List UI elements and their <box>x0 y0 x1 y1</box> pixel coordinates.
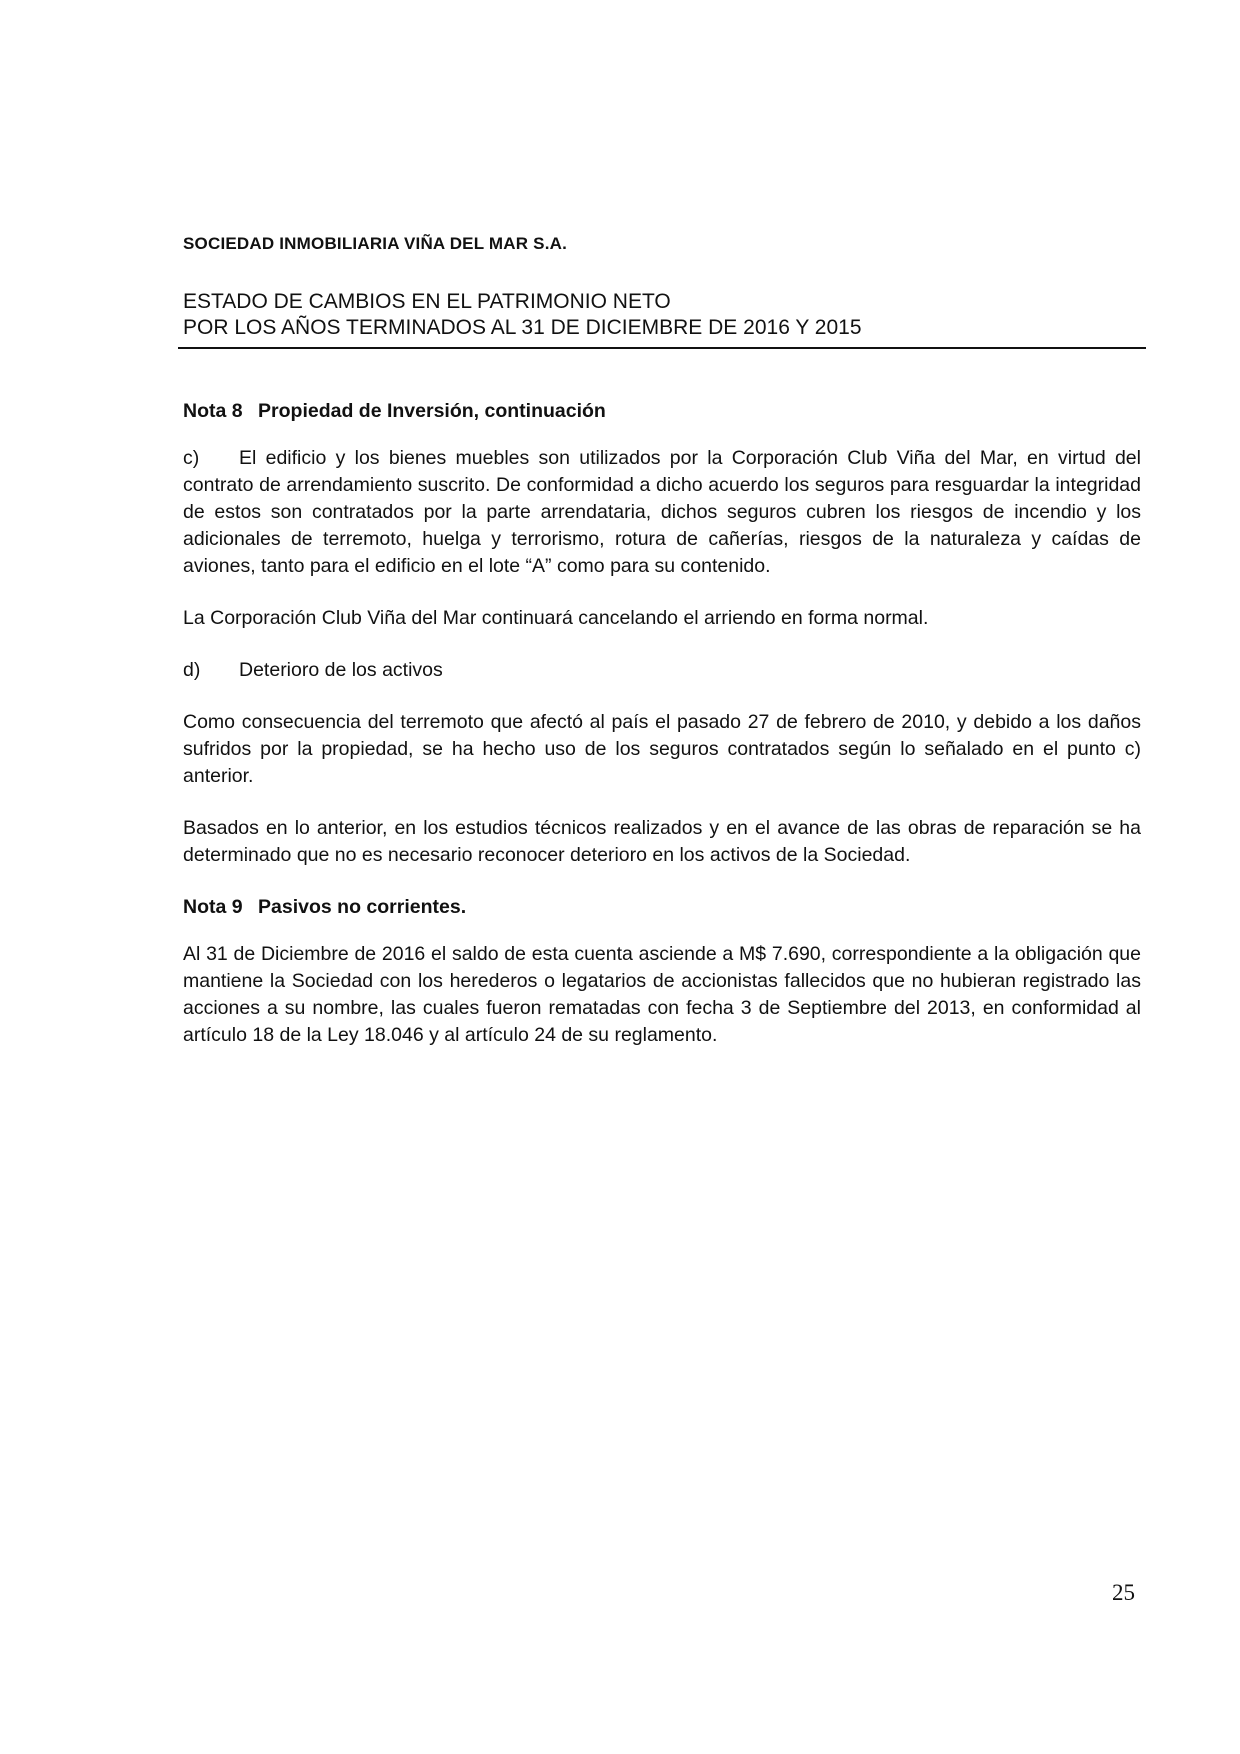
note-8-item-c <box>183 445 1141 580</box>
note-9-paragraph: Al 31 de Diciembre de 2016 el saldo de esta cuenta asciende a M$ 7.690, correspondiente a la obligación que mantiene la Sociedad con los herederos o legatarios de accionistas fallecidos que no hubieran registrado las acciones a su nombre, las cuales fueron rematadas con fecha 3 de Septiembre del 2013, en conformidad al artículo 18 de la Ley 18.046 y al artículo 24 de su reglamento. <box>183 943 1141 1046</box>
note-9-heading <box>183 894 1141 921</box>
item-d-letter: d) <box>183 659 201 681</box>
paragraph-arriendo: La Corporación Club Viña del Mar continuará cancelando el arriendo en forma normal. <box>183 607 929 629</box>
statement-title <box>183 289 1143 341</box>
header-divider <box>178 347 1146 349</box>
page-content <box>183 398 1141 1074</box>
paragraph-deterioro: Basados en lo anterior, en los estudios técnicos realizados y en el avance de las obras de reparación se ha determinado que no es necesario reconocer deterioro en los activos de la Sociedad. <box>183 817 1141 866</box>
item-c-letter: c) <box>183 447 200 469</box>
item-d-title: Deterioro de los activos <box>239 659 443 681</box>
note-9-number: Nota 9 <box>183 896 243 918</box>
note-8-number: Nota 8 <box>183 400 243 422</box>
statement-title-line-1: ESTADO DE CAMBIOS EN EL PATRIMONIO NETO <box>183 290 671 313</box>
company-name: SOCIEDAD INMOBILIARIA VIÑA DEL MAR S.A. <box>183 234 568 253</box>
page-number: 25 <box>1112 1580 1135 1605</box>
note-9-title: Pasivos no corrientes. <box>258 896 467 918</box>
item-c-text: El edificio y los bienes muebles son utilizados por la Corporación Club Viña del Mar, en virtud del contrato de arrendamiento suscrito. De conformidad a dicho acuerdo los seguros para resguardar la integridad de estos son contratados por la parte arrendataria, dichos seguros cubren los riesgos de incendio y los adicionales de terremoto, huelga y terrorismo, rotura de cañerías, riesgos de la naturaleza y caídas de aviones, tanto para el edificio en el lote “A” como para su contenido. <box>183 447 1141 577</box>
paragraph-terremoto: Como consecuencia del terremoto que afectó al país el pasado 27 de febrero de 2010, y debido a los daños sufridos por la propiedad, se ha hecho uso de los seguros contratados según lo señalado en el punto c) anterior. <box>183 711 1141 787</box>
statement-title-line-2: POR LOS AÑOS TERMINADOS AL 31 DE DICIEMBRE DE 2016 Y 2015 <box>183 316 862 339</box>
note-8-item-d <box>183 657 1141 684</box>
note-8-title: Propiedad de Inversión, continuación <box>258 400 606 422</box>
note-8-heading <box>183 398 1141 425</box>
